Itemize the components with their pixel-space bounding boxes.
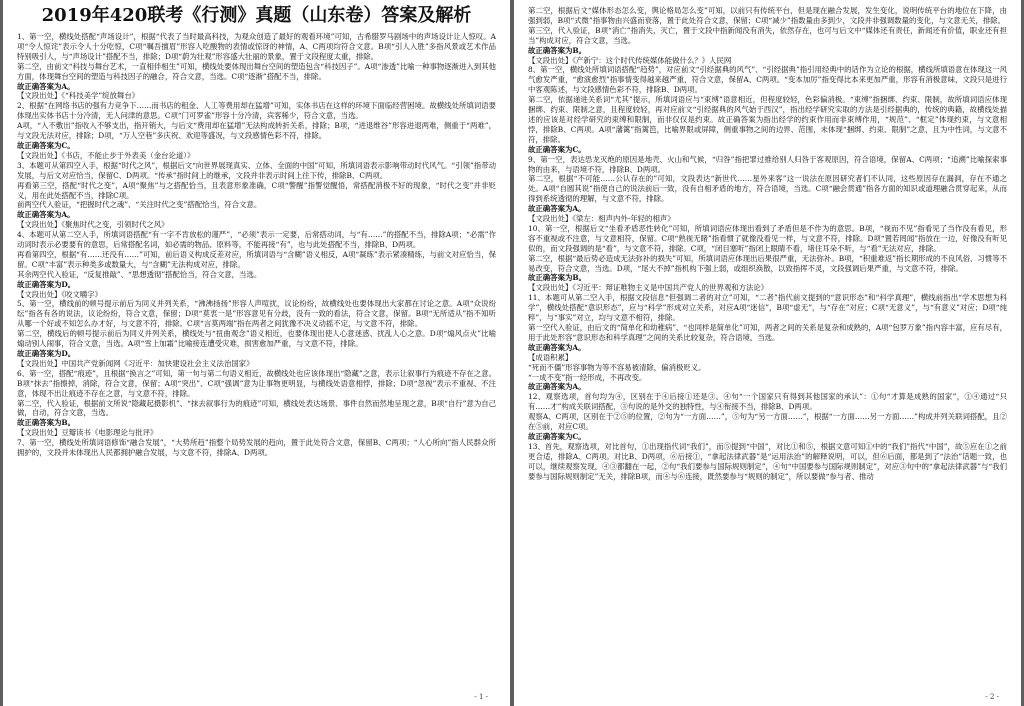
source-line: 【文段出处】《书店，不能止步于外表美（金台论道）》: [17, 150, 195, 160]
answer-line: 故正确答案为C。: [528, 144, 586, 154]
explanation-paragraph: 13、首先，观察选项，对比首句，①出现指代词“我们”，而⑤提到“中国”，对比①和⑤，根据文意可知①中的“我们”指代“中国”，故⑤应在①之前更合适，排除A、C两项。对比B、D两项，⑥后接①，“拿起法律武器”是“运用法治”的解释说明，可以，但⑥后面，都是到了“法治”话题一致，也可以，继续观察发现，④③都翻在一起，②句“我们要参与国际规则制定”，④句“中国要参与国际规则制定”，对应③句中的“拿起法律武器”与“我们要参与国际规则制定”无关，排除B项，而④与⑥连接，既然要参与“规则的制定”，所以要做“参与者、推动: [528, 441, 1007, 481]
explanation-paragraph: 前两空代入验证，“把握时代之魂”、“关注时代之变”搭配恰当，符合文意。: [17, 200, 262, 210]
answer-line: 故正确答案为A。: [528, 204, 586, 214]
explanation-paragraph: “一成不变”指一经形成，不再改变。: [528, 372, 647, 382]
explanation-paragraph: 5、第一空，横线前的顿号提示前后为同义并列关系，“沸沸扬扬”形容人声喧扰，议论纷纷，故横线处也要体现出大家都在讨论之意。A项“众说纷纭”指各有各的说法，议论纷纷，符合文意，保留；D项“莫衷一是”形容意见有分歧，没有一致的看法，符合文意，保留。B项“无所适从”指不知听从哪一个好或不知怎么办才好，与文意不符，排除。C项“言莫两端”指在两者之间犹豫不决义动摇不定，与文意不符，排除。: [17, 299, 496, 329]
explanation-paragraph: 7、第一空，横线处所填词语修饰“融合发展”，“大势所趋”指整个局势发展的趋向，置于此处符合文意，保留B、C两项；“人心所向”指人民群众所拥护的，文段并未体现出人民都拥护融合发展，与文意不符，排除A、D两项。: [17, 438, 496, 458]
source-line: 【文段出处】《产新宁：这个时代传统媒体能做什么？》人民网: [528, 55, 732, 65]
explanation-paragraph: 第二空，由前文“科技与舞台艺术，一直相伴相生”可知，横线处要体现出舞台空间的塑造包含“科技因子”。A项“渗透”比喻一种事物逐渐进入到其他方面，体现舞台空间的塑造与科技因子的融合，符合文意，当选。C项“逐渐”搭配不当，排除。: [17, 61, 496, 81]
explanation-paragraph: 其余两空代入验证，“反复推敲”、“思想透彻”搭配恰当，符合文意，当选。: [17, 269, 262, 279]
explanation-paragraph: 8、第一空，横线处所填词语搭配“趋势”，对应前文“引经据典的风气”、“引经据典”指引用经典中的话作为立论的根据，横线所填语意在体现这一风气愈发严重，“愈演愈烈”指事情变得越来越严重，符合文意，保留A、C两项。“变本加厉”指变得比本来更加严重，形容有消极意味，文段只是进行中客观陈述，与文段感情色彩不符，排除B、D两项。: [528, 65, 1007, 95]
explanation-paragraph: 再看第四空，根据“有……还没有……”可知，前后语义构成反差对应，所填词语与“含糊”语义相反，A项“凝练”表示紧凑精练，与前文对应恰当，保留。C项“丰富”表示种类多或数量大，与“含糊”无法构成对应，排除。: [17, 249, 496, 269]
answer-line: 故正确答案为D。: [17, 349, 76, 358]
source-line: 【成语积累】: [528, 352, 573, 362]
explanation-paragraph: 6、第一空，搭配“痕迹”，且根据“换言之”可知，第一句与第二句语义相近，故横线处也应该体现出“隐藏”之意，表示让叙事行为痕迹不存在之意。B项“抹去”指擦掉，消除，符合文意，保留；A项“突出”、C项“强调”意为让事物更明显，与横线处语意相悖，排除；D项“忽视”表示不重视、不注意，体现不出让痕迹不存在之意，与文意不符，排除。: [17, 368, 496, 398]
explanation-paragraph: 观察A、C两项，区别在于②⑤的位置，②句为“一方面……”，⑤句为“另一方面……”，根据“一方面……另一方面……”构成并列关联词搭配，且②在⑤前，对应C项。: [528, 412, 1007, 432]
explanation-paragraph: 第二空，根据后文“媒体形态怎么变，舆论格局怎么变”可知，以前只有传统平台，但是现在融合发展，发生变化，说明传统平台的地位在下降，由强到弱，B项“式微”指事物由兴盛而衰落，置于此处符合文意，保留；C项“减少”指数量由多到少，文段并非强调数量的变化，与文意无关，排除。: [528, 6, 1007, 25]
answer-line: 故正确答案为B。: [528, 45, 586, 55]
source-line: 【文段出处】《咬文嚼字》: [17, 289, 102, 299]
answer-line: 故正确答案为B。: [528, 273, 586, 283]
page-1: [3, 0, 510, 706]
source-line: 【文段出处】豆瓣读书《电影理论与批评》: [17, 428, 158, 438]
explanation-paragraph: 第一空代入验证，由后文的“简单化和幼稚病”、“也同样是简单化”可知，两者之间的关系是复杂和成熟的，A项“包罗万象”指内容丰富，应有尽有，用于此处形容“意识形态和科学真理”之间的关系比较复杂，符合语境，当选。: [528, 323, 1007, 342]
explanation-paragraph: 第二空，代入验证，根据前文所说“隐藏起摄影机”、“抹去叙事行为的痕迹”可知，横线处表达场景、事件自然而然地呈现之意，B项“自行”意为自己做，自动，符合文意，当选。: [17, 398, 496, 418]
explanation-paragraph: 11、本题可从第二空入手，根据文段信息“但强调二者的对立”可知，“二者”指代前文提到的“意识形态”和“科学真理”，横线前指出“学术思想为科学”，横线处搭配“意识形态”，应与“科学”形成对立关系，对应A项“迷信”，B项“虚无”，与“存在”对应；C项“无意义”，与“有意义”对应；D项“纯粹”，与“事实”对立，均与文意不相符，排除。: [528, 293, 1007, 323]
explanation-paragraph: 第二空，根据“不可能……公认存在的”可知，文段表达“新世代……星外来客”这一说法在原因研究者们不认同，这些原因存在漏洞，存在不通之处。A项“自圆其说”指使自己的说法前后一致，没有自相矛盾的地方，符合语境，当选。C项“融会贯通”指各方面的知识或道理融合贯穿起来，从而得到系统透彻的理解，与文意不符，排除。: [528, 174, 1007, 204]
document-title: 2019年420联考《行测》真题（山东卷）答案及解析: [41, 5, 472, 26]
explanation-paragraph: 第三空，代入验证，B项“消亡”指消失，灭亡，置于文段中指新闻没有消失，依然存在，也可与后文中“媒体还有责任，新闻还有价值，职业还有担当”构成对应，符合文意，当选。: [528, 25, 1007, 45]
answer-line: 故正确答案为C。: [528, 431, 586, 441]
explanation-paragraph: 1、第一空，横线处搭配“声场设计”，根据“代表了当时最高科技，为观众创造了最好的观看环境”可知，古希腊罗马剧场中的声场设计让人惊叹。A项“令人惊诧”表示令人十分吃惊，C项“嘱吾擅眉”形容人吃酸物的表情或惊讶的神情，A、C两项均符合文意。B项“引人入胜”多指风景或艺术作品特别吸引人，与“声场设计”搭配不当，排除；D项“蔚为壮观”形容盛大壮丽的景象，置于文段程度太重，排除。: [17, 32, 496, 61]
source-line: 【文段出处】《习近平：辩证唯物主义是中国共产党人的世界观和方法论》: [528, 283, 769, 293]
page-1-body: [17, 32, 496, 458]
explanation-paragraph: “死而不僵”形容事物为等不容易被清除，偏消极贬义。: [528, 362, 706, 372]
answer-line: 故正确答案为A。: [528, 382, 586, 392]
explanation-paragraph: A项，“入不敷出”指收入不够支出，指开销大，与后文“费用却在猛增”无法构成转折关系，排除；B项，“进退维谷”形容进退两难，侧重于“两难”，与文段无法对应，排除；D项，“万人空巷”多庆祝、欢迎等盛况，与文段感情色彩不符，排除。: [17, 121, 496, 141]
page-number: - 2 -: [985, 693, 999, 702]
explanation-paragraph: 第二空，根据“最后势必造成无法弥补的损失”可知，所填词语应体现出后果很严重，无法弥补。B项，“积重难返”指长期形成的不良风俗、习惯等不易改变，符合文意，当选。D项，“尾大不掉”指机构下强上弱，或组织涣散，以致指挥不灵，文段强调后果严重，与文意不符，排除。: [528, 253, 1007, 273]
source-line: 【文段出处】《梁左：相声内外-年轻的相声》: [528, 214, 675, 224]
explanation-paragraph: 3、本题可从第四空入手，根据“时代之风”，根据后文“向世界展现真实、立体、全面的中国”可知，所填词语表示影响带动时代风气。“引领”指带动发展，与后文对应恰当，保留C、D两项。“传承”指时间上的继承，文段并非表示时间上往下传，排除B、C两项。: [17, 160, 496, 180]
source-line: 【文段出处】中国共产党新闻网《习近平：加快建设社会主义法治国家》: [17, 358, 254, 368]
answer-line: 故正确答案为A。: [528, 342, 586, 352]
page-2: [514, 0, 1021, 706]
answer-line: 故正确答案为A。: [17, 81, 75, 91]
explanation-paragraph: 2、根据“在网络书店的强有力竞争下……而书店的租金、人工等费用却在猛增”可知，实体书店在这样的环境下面临经营困境。故横线处所填词语要体现出实体书店十分冷清，无人问津的意思。C项“门可罗雀”形容十分冷清，宾客稀少，符合文意，当选。: [17, 101, 496, 121]
answer-line: 故正确答案为D。: [17, 279, 76, 289]
answer-line: 故正确答案为B。: [17, 418, 75, 428]
answer-line: 故正确答案为C。: [17, 140, 75, 150]
explanation-paragraph: 10、第一空，根据后文“坐看矛盾恶性转化”可知，所填词语应体现出看到了矛盾但是不作为的意思。B项，“视而不见”指看见了当作没有看见，形容不重视或不注意，与文意相符，保留。C项“熟视无睹”指看惯了就像没看见一样，与文意不符，排除。D项“置若罔闻”指放在一边，好像没有听见似的，而文段强调的是“看”，与文意不符，排除。C项，“闭目塞听”指闭上眼睛不看，堵住耳朵不听，与“看”无法对应，排除。: [528, 223, 1007, 253]
explanation-paragraph: 第二空，横线后的顿号提示前后为同义并列关系，横线处与“扭曲观念”语义相近，也要体现出使人心意迷惑、扰乱人心之意。D项“煽风点火”比喻煽动别人闹事，符合文意，当选。A项“雪上加霜”比喻接连遭受灾难，损害愈加严重，与文意不符，排除。: [17, 329, 496, 349]
explanation-paragraph: 9、第一空，表达恐龙灭绝的原因是地壳、火山和气候，“归咎”指把罪过推给别人归咎于客观原因，符合语境，保留A、C两项；“追溯”比喻探索事物的由来，与语境不符，排除B、D两项。: [528, 154, 1007, 174]
source-line: 【文段出处】《聚焦时代之变，引领时代之风》: [17, 220, 169, 230]
explanation-paragraph: 第二空，依据递进关系词“尤其”提示，所填词语应与“束缚”语意相近，但程度较轻，色彩偏消极。“束缚”指捆绑、约束、限制，故所填词语应体现捆绑、约束、限制之意，且程度较轻，再对应前文“引经据典的风气始于西汉”，指出经学研究实取的方法是引经据典的，传统的典籍，故横线处描述的应该是对经学研究的束缚和限制，而非仅仅是约束。故正确答案为指出经学的约束作用而非束缚作用，“规范”、“框定”体现约束，与文意相悖，排除B、C两项。A项“藩篱”指篱笆，比喻界限或屏障，侧重事物之间的边界、范围，未体现“捆绑、约束、限制”之意，且为中性词，与文意不符，排除。: [528, 95, 1007, 144]
page-2-body: [528, 6, 1007, 482]
answer-line: 故正确答案为A。: [17, 210, 75, 220]
explanation-paragraph: 12、观察选项，首句均为④，区别在于④后接①还是③。④句“一个国家只有得到其他国家的承认”：①句“才算是成熟的国家”，①④通过“只有……才”构成关联词搭配，③句说的是外交的独特性，与④衔接不当，排除B、D两项。: [528, 392, 1007, 412]
explanation-paragraph: 再看第三空，搭配“时代之变”，A项“聚焦”与之搭配恰当，且表意形象准确，C项“警醒”指警觉醒悟，常搭配消极不好的现象，“时代之变”并非贬义，用在此处搭配不当，排除C项。: [17, 180, 496, 200]
source-line: 【文段出处】《“科技美学”绽放舞台》: [17, 91, 140, 101]
page-number: - 1 -: [474, 693, 488, 702]
explanation-paragraph: 4、本题可从第二空入手，所填词语搭配“有一字不肯放松的谨严”，“必须”表示一定要，后常搭动词，与“有……”的搭配不当，排除A项；“必需”作动词时表示必要要有的意思，后常搭配名词，如必需的物品、原料等，不能再接“有”，也与此处搭配不当，排除B、D两项。: [17, 230, 496, 250]
